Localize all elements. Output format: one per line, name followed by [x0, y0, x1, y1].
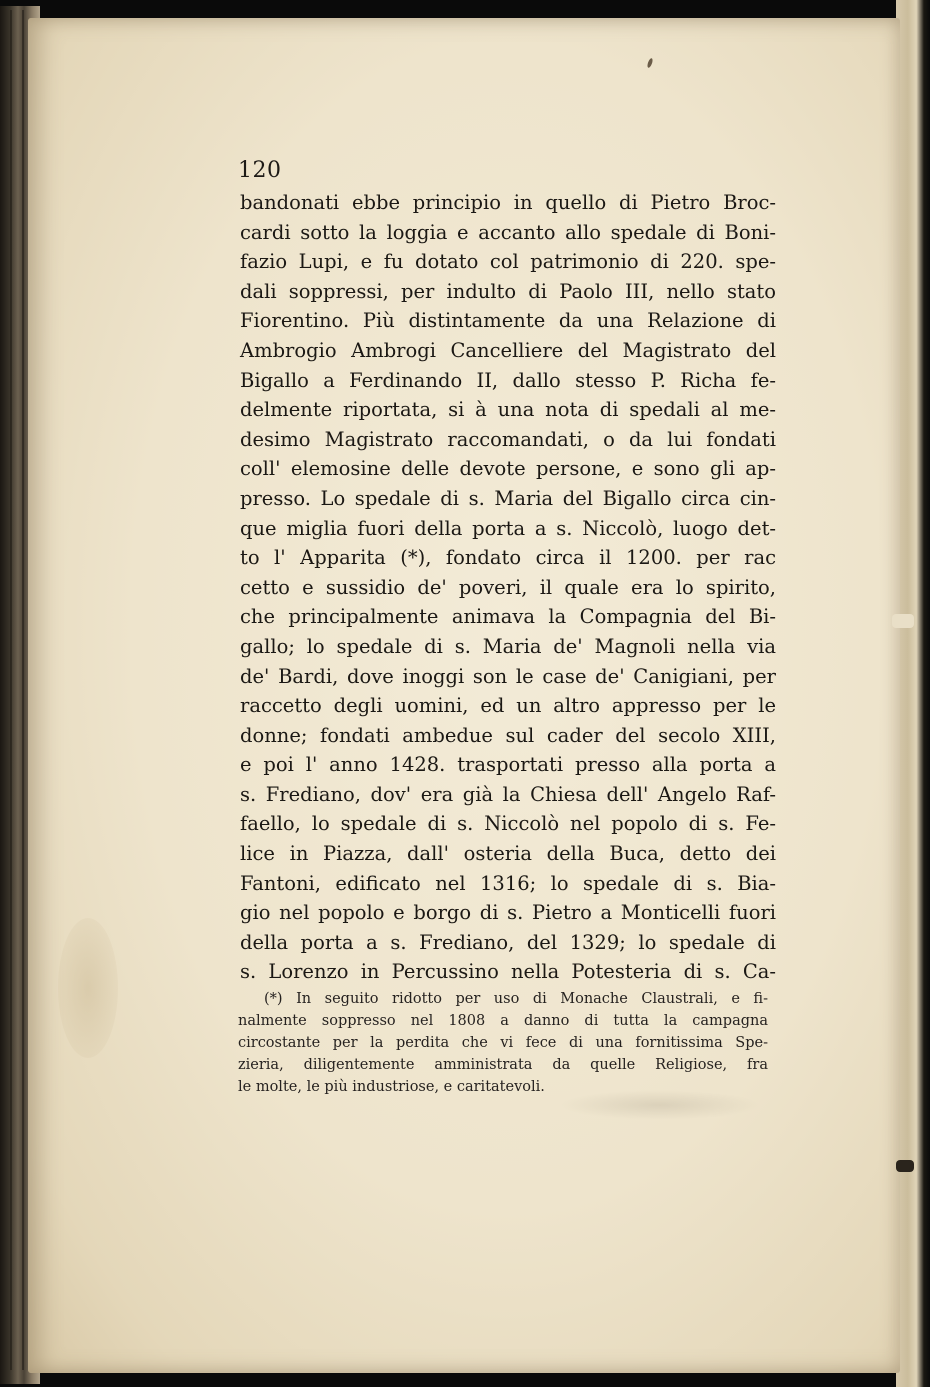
text-line: dali soppressi, per indulto di Paolo III, nello stato: [240, 279, 776, 303]
text-line: delmente riportata, si à una nota di spedali al me-: [240, 398, 776, 422]
binding-knot: [896, 1160, 914, 1172]
text-line: donne; fondati ambedue sul cader del secolo XIII,: [240, 723, 776, 747]
text-line: bandonati ebbe principio in quello di Pietro Broc-: [240, 191, 776, 214]
text-line: coll' elemosine delle devote persone, e sono gli ap-: [240, 457, 776, 481]
text-line: que miglia fuori della porta a s. Niccolò, luogo det-: [240, 516, 776, 540]
text-line: de' Bardi, dove inoggi son le case de' Canigiani, per: [240, 664, 776, 688]
footnote-line: zieria, diligentemente amministrata da quelle Religiose, fra: [238, 1057, 768, 1073]
text-line: to l' Apparita (*), fondato circa il 1200. per rac: [240, 546, 776, 570]
footnote-line: circostante per la perdita che vi fece di una fornitissima Spe-: [238, 1035, 768, 1051]
text-line: s. Frediano, dov' era già la Chiesa dell' Angelo Raf-: [240, 782, 776, 806]
binding-thread: [892, 614, 914, 628]
text-line: Fiorentino. Più distintamente da una Relazione di: [240, 309, 776, 333]
text-line: e poi l' anno 1428. trasportati presso alla porta a: [240, 753, 776, 777]
text-line: gio nel popolo e borgo di s. Pietro a Monticelli fuori: [240, 901, 776, 925]
text-line: della porta a s. Frediano, del 1329; lo spedale di: [240, 930, 776, 954]
paper-stain: [58, 918, 118, 1058]
text-line: che principalmente animava la Compagnia del Bi-: [240, 605, 776, 629]
text-line: presso. Lo spedale di s. Maria del Bigallo circa cin-: [240, 486, 776, 510]
footnote-line: le molte, le più industriose, e caritatevoli.: [238, 1079, 545, 1095]
body-text: [240, 188, 776, 987]
page-number: 120: [238, 158, 282, 183]
text-line: fazio Lupi, e fu dotato col patrimonio di 220. spe-: [240, 250, 776, 274]
spine-fold-line: [10, 10, 12, 1370]
text-line: raccetto degli uomini, ed un altro appresso per le: [240, 694, 776, 718]
footnote-line: (*) In seguito ridotto per uso di Monache Claustrali, e fi-: [264, 991, 768, 1007]
right-page-edges: [896, 0, 930, 1387]
text-line: faello, lo spedale di s. Niccolò nel popolo di s. Fe-: [240, 812, 776, 836]
paper-speck: [646, 58, 653, 69]
text-line: cardi sotto la loggia e accanto allo spedale di Boni-: [240, 220, 776, 244]
footnote-line: nalmente soppresso nel 1808 a danno di tutta la campagna: [238, 1013, 768, 1029]
spine-fold-line: [22, 10, 24, 1370]
text-line: cetto e sussidio de' poveri, il quale era lo spirito,: [240, 575, 776, 599]
text-line: desimo Magistrato raccomandati, o da lui fondati: [240, 427, 776, 451]
footnote: [238, 988, 768, 1098]
text-line: lice in Piazza, dall' osteria della Buca, detto dei: [240, 842, 776, 866]
text-line: Bigallo a Ferdinando II, dallo stesso P. Richa fe-: [240, 368, 776, 392]
text-line: Ambrogio Ambrogi Cancelliere del Magistrato del: [240, 338, 776, 362]
text-line: Fantoni, edificato nel 1316; lo spedale di s. Bia-: [240, 871, 776, 895]
text-line: s. Lorenzo in Percussino nella Potesteria di s. Ca-: [240, 960, 776, 984]
text-line: gallo; lo spedale di s. Maria de' Magnoli nella via: [240, 634, 776, 658]
